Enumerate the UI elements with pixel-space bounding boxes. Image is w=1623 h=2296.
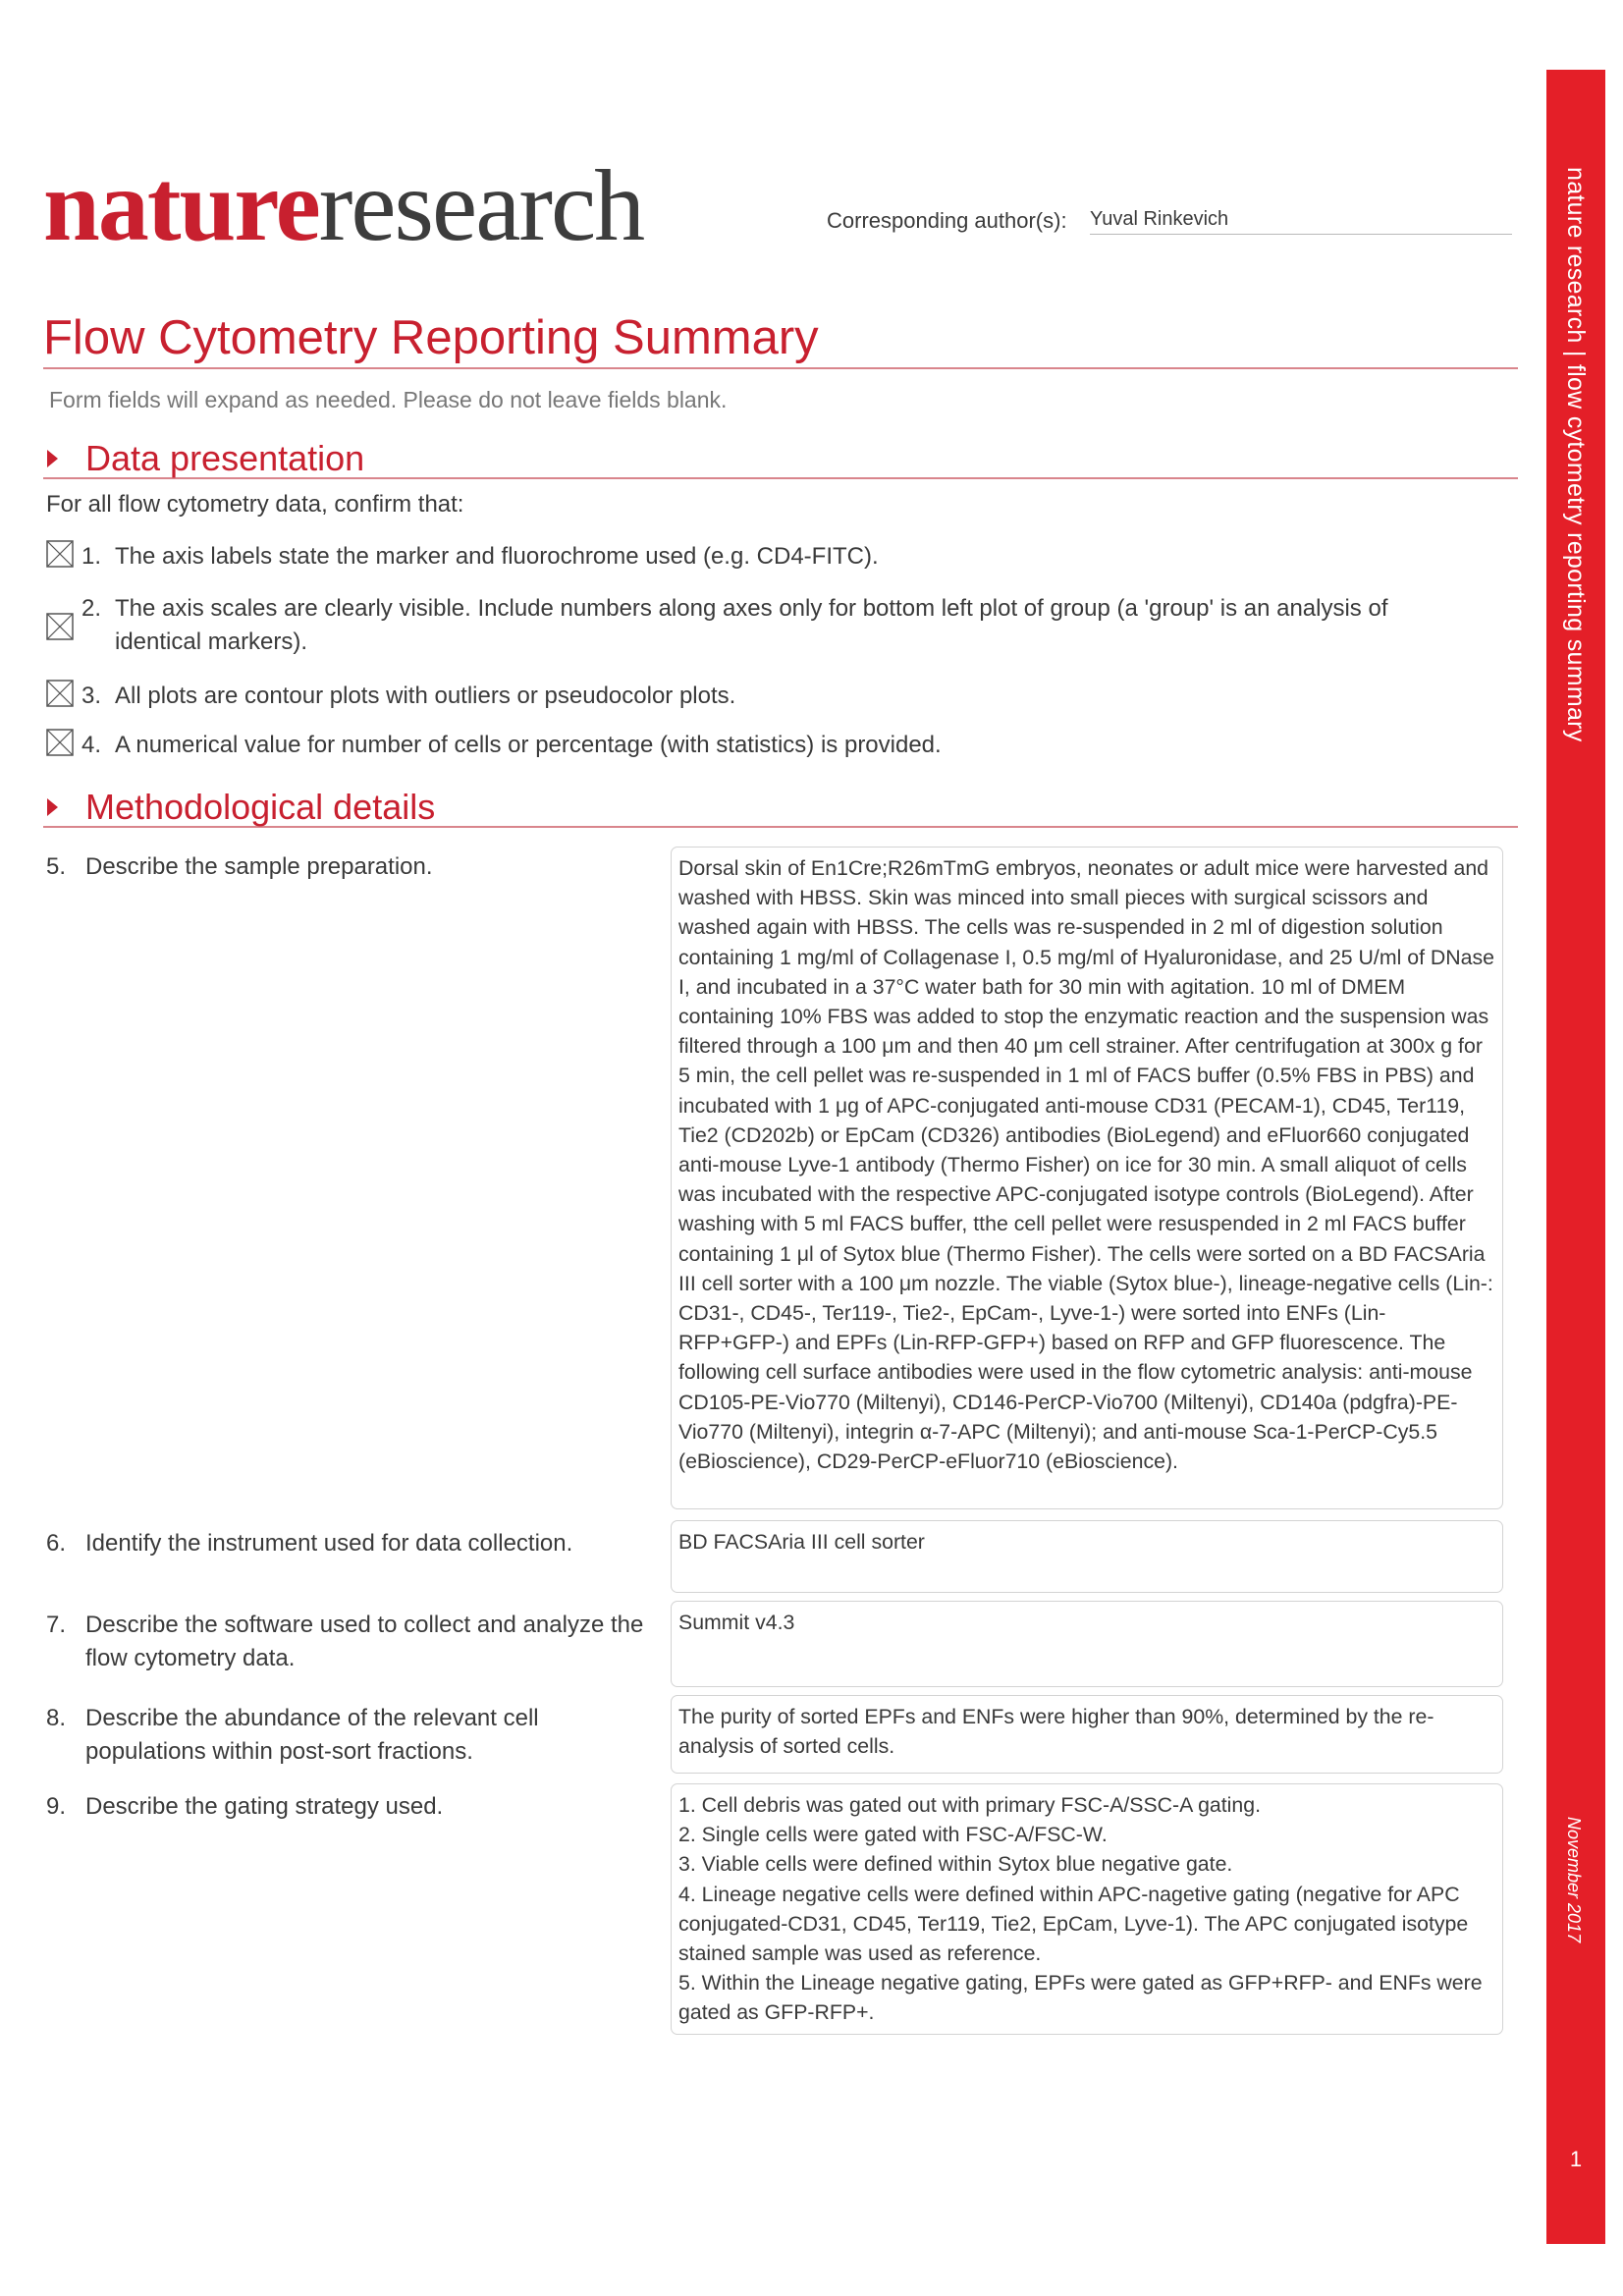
checklist-number: 3.	[81, 683, 102, 709]
answer-field-abundance[interactable]: The purity of sorted EPFs and ENFs were higher than 90%, determined by the re-analysis of sorted cells.	[671, 1695, 1503, 1774]
question-6	[46, 1527, 645, 1560]
question-text: Describe the sample preparation.	[85, 853, 433, 880]
page-subtitle: Form fields will expand as needed. Please do not leave fields blank.	[49, 387, 728, 412]
checked-checkbox-icon[interactable]	[46, 613, 74, 640]
section-heading: Methodological details	[85, 787, 436, 827]
checklist-item-3	[46, 680, 1470, 713]
checklist-text: The axis labels state the marker and fluorochrome used (e.g. CD4-FITC).	[115, 543, 879, 570]
checklist-number: 4.	[81, 732, 102, 758]
checked-checkbox-icon[interactable]	[46, 729, 74, 756]
gating-step: 5. Within the Lineage negative gating, EPFs were gated as GFP+RFP- and ENFs were gated as GFP-RFP+.	[678, 1971, 1483, 2025]
question-9	[46, 1790, 645, 1824]
question-text: Identify the instrument used for data collection.	[85, 1530, 573, 1557]
checked-checkbox-icon[interactable]	[46, 680, 74, 707]
page-title: Flow Cytometry Reporting Summary	[43, 312, 1518, 369]
question-text: Describe the gating strategy used.	[85, 1793, 444, 1820]
question-8	[46, 1702, 645, 1769]
answer-field-gating-strategy[interactable]	[671, 1783, 1503, 2035]
checklist-text: All plots are contour plots with outliers or pseudocolor plots.	[115, 683, 736, 709]
question-number: 8.	[46, 1705, 67, 1731]
section-methodological-details	[43, 789, 1518, 828]
corresponding-author-label: Corresponding author(s):	[827, 208, 1067, 233]
sidebar-date: November 2017	[1564, 1817, 1584, 1943]
question-5	[46, 850, 645, 884]
logo-nature: nature	[43, 149, 319, 262]
question-number: 6.	[46, 1530, 67, 1557]
section-data-presentation	[43, 440, 1518, 479]
sidebar-title: nature research | flow cytometry reporting summary	[1562, 167, 1590, 742]
data-presentation-intro: For all flow cytometry data, confirm that:	[46, 491, 464, 518]
checklist-text: The axis scales are clearly visible. Include numbers along axes only for bottom left plot of group (a 'group' is an analysis of identical markers).	[115, 595, 1388, 655]
question-number: 7.	[46, 1612, 67, 1638]
answer-field-sample-preparation[interactable]: Dorsal skin of En1Cre;R26mTmG embryos, neonates or adult mice were harvested and washed with HBSS. Skin was minced into small pieces with surgical scissors and washed again with HBSS. The cells was re-suspended in 2 ml of digestion solution containing 1 mg/ml of Collagenase I, 0.5 mg/ml of Hyaluronidase, and 25 U/ml of DNase I, and incubated in a 37°C water bath for 30 min with agitation. 10 ml of DMEM containing 10% FBS was added to stop the enzymatic reaction and the suspension was filtered through a 100 μm and then 40 μm cell strainer. After centrifugation at 300x g for 5 min, the cell pellet was re-suspended in 1 ml of FACS buffer (0.5% FBS in PBS) and incubated with 1 μg of APC-conjugated anti-mouse CD31 (PECAM-1), CD45, Ter119, Tie2 (CD202b) or EpCam (CD326) antibodies (BioLegend) and eFluor660 conjugated anti-mouse Lyve-1 antibody (Thermo Fisher) on ice for 30 min. A small aliquot of cells was incubated with the respective APC-conjugated isotype controls (BioLegend). After washing with 5 ml FACS buffer, tthe cell pellet were resuspended in 2 ml FACS buffer containing 1 μl of Sytox blue (Thermo Fisher). The cells were sorted on a BD FACSAria III cell sorter with a 100 μm nozzle. The viable (Sytox blue-), lineage-negative cells (Lin-: CD31-, CD45-, Ter119-, Tie2-, EpCam-, Lyve-1-) were sorted into ENFs (Lin-RFP+GFP-) and EPFs (Lin-RFP-GFP+) based on RFP and GFP fluorescence. The following cell surface antibodies were used in the flow cytometric analysis: anti-mouse CD105-PE-Vio770 (Miltenyi), CD146-PerCP-Vio700 (Miltenyi), CD140a (pdgfra)-PE-Vio770 (Miltenyi), integrin α-7-APC (Miltenyi); and anti-mouse Sca-1-PerCP-Cy5.5 (eBioscience), CD29-PerCP-eFluor710 (eBioscience).	[671, 847, 1503, 1509]
question-text: Describe the abundance of the relevant cell populations within post-sort fractions.	[85, 1705, 539, 1765]
question-number: 9.	[46, 1793, 67, 1820]
logo-research: research	[318, 149, 644, 262]
checklist-number: 2.	[81, 595, 102, 622]
checklist-item-4	[46, 729, 1470, 762]
section-triangle-icon	[47, 450, 58, 467]
gating-step: 3. Viable cells were defined within Sytox blue negative gate.	[678, 1852, 1233, 1877]
checklist-text: A numerical value for number of cells or percentage (with statistics) is provided.	[115, 732, 942, 758]
answer-field-software[interactable]: Summit v4.3	[671, 1601, 1503, 1687]
checklist-item-2	[46, 592, 1470, 659]
nature-research-logo	[43, 149, 644, 262]
question-number: 5.	[46, 853, 67, 880]
corresponding-author-field[interactable]: Yuval Rinkevich	[1090, 208, 1512, 235]
section-heading: Data presentation	[85, 438, 365, 478]
checklist-number: 1.	[81, 543, 102, 570]
checked-checkbox-icon[interactable]	[46, 540, 74, 568]
question-7	[46, 1609, 645, 1675]
gating-step: 2. Single cells were gated with FSC-A/FSC-W.	[678, 1823, 1108, 1847]
answer-field-instrument[interactable]: BD FACSAria III cell sorter	[671, 1520, 1503, 1593]
page-number: 1	[1569, 2147, 1583, 2171]
gating-step: 4. Lineage negative cells were defined within APC-nagetive gating (negative for APC conjugated-CD31, CD45, Ter119, Tie2, EpCam, Lyve-1). The APC conjugated isotype stained sample was used as reference.	[678, 1882, 1469, 1966]
checklist-item-1	[46, 540, 1470, 574]
gating-step: 1. Cell debris was gated out with primary FSC-A/SSC-A gating.	[678, 1793, 1262, 1817]
section-triangle-icon	[47, 798, 58, 816]
question-text: Describe the software used to collect and analyze the flow cytometry data.	[85, 1612, 644, 1671]
